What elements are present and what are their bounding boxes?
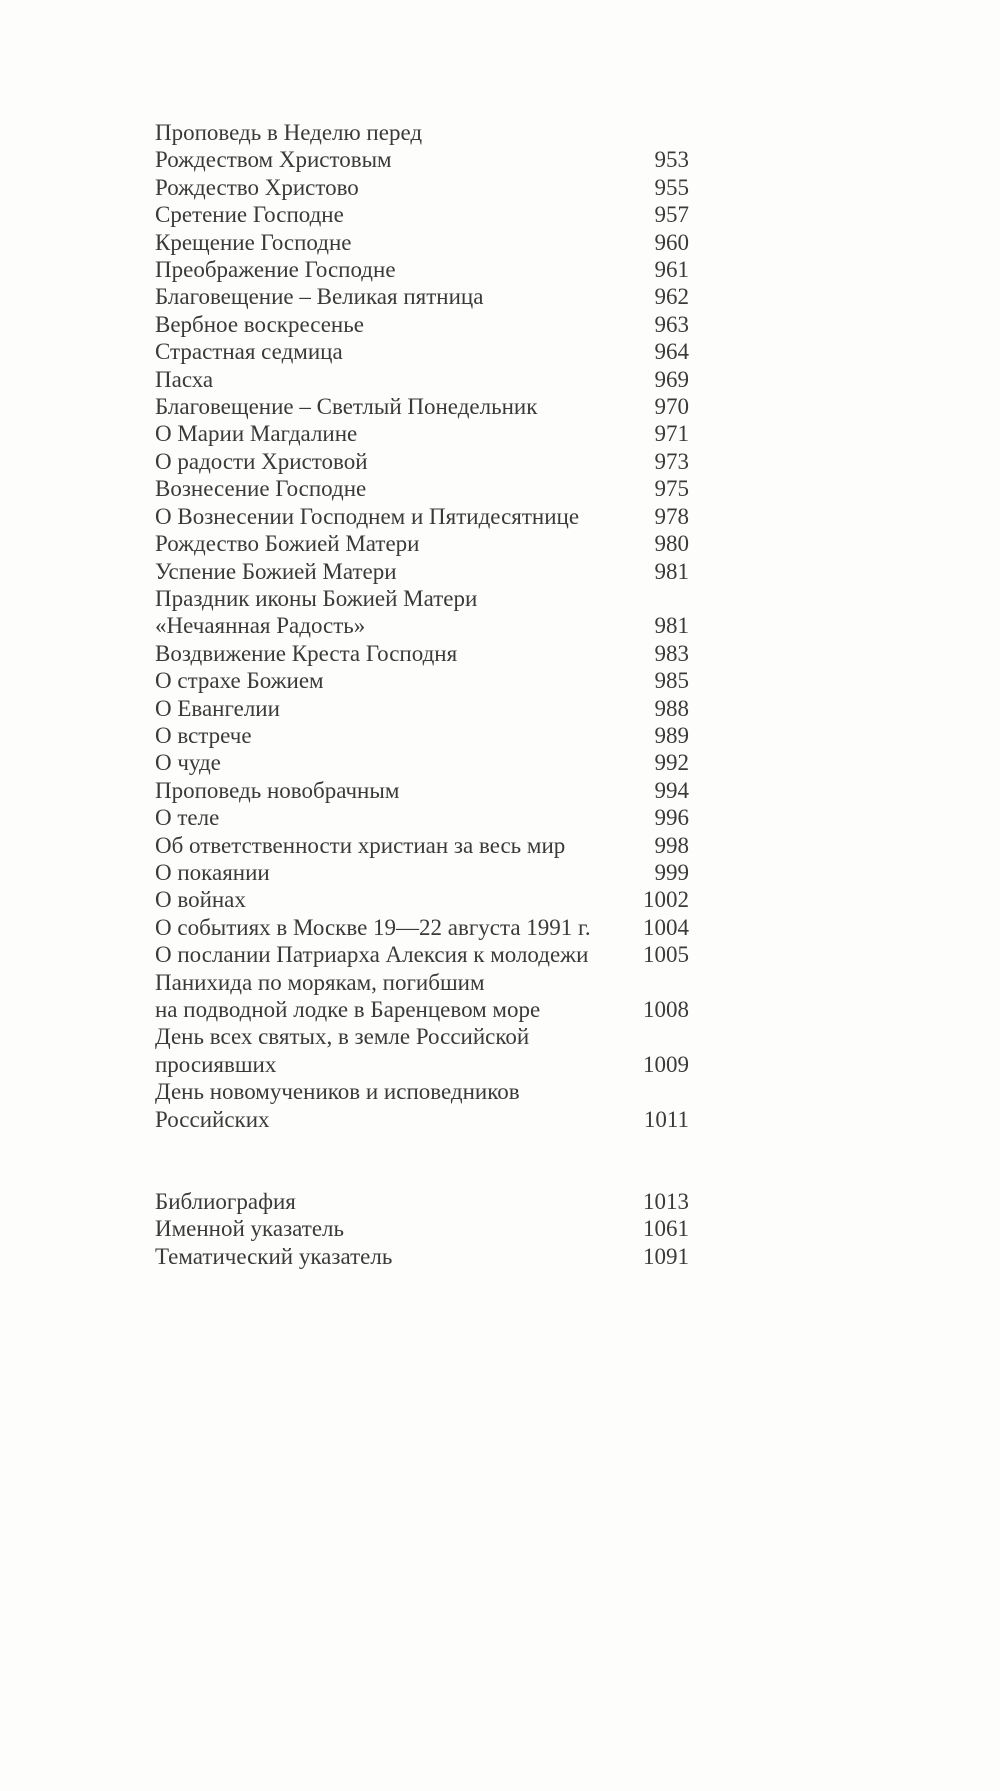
toc-title: Страстная седмица xyxy=(155,339,343,365)
toc-entry-line xyxy=(155,969,689,996)
toc-page-number: 1004 xyxy=(643,914,689,940)
toc-entry-line xyxy=(155,448,689,475)
toc-entry-line xyxy=(155,667,689,694)
toc-title: Вознесение Господне xyxy=(155,476,367,502)
toc-title: Успение Божией Матери xyxy=(155,558,397,584)
toc-entry-line xyxy=(155,420,689,447)
toc-page-number: 983 xyxy=(654,640,689,666)
toc-entry-line xyxy=(155,530,689,557)
toc-entry-line xyxy=(155,640,689,667)
toc-page-number: 970 xyxy=(654,394,689,420)
toc-entry-line xyxy=(155,777,689,804)
toc-page-number: 963 xyxy=(654,311,689,337)
toc-entry-line xyxy=(155,612,689,639)
toc-entry-line xyxy=(155,475,689,502)
toc-entry-line xyxy=(155,1188,689,1215)
toc-title: Праздник иконы Божией Матери xyxy=(155,585,478,611)
toc-entry-line xyxy=(155,585,689,612)
toc-title: Благовещение – Светлый Понедельник xyxy=(155,394,538,420)
toc-entry-line xyxy=(155,996,689,1023)
toc-page-number: 989 xyxy=(654,722,689,748)
toc-title: О Вознесении Господнем и Пятидесятнице xyxy=(155,503,580,529)
toc-entry-line xyxy=(155,366,689,393)
toc-title: О Евангелии xyxy=(155,695,280,721)
toc-title: Пасха xyxy=(155,366,214,392)
toc-entry-line xyxy=(155,914,689,941)
toc-title: О страхе Божием xyxy=(155,668,324,694)
toc-title: Сретение Господне xyxy=(155,202,344,228)
toc-title: Российских xyxy=(155,1106,270,1132)
toc-page-number: 971 xyxy=(654,421,689,447)
toc-title: Рождество Христово xyxy=(155,174,359,200)
toc-entry-line xyxy=(155,886,689,913)
toc-page-number: 1005 xyxy=(643,942,689,968)
toc-page-number: 994 xyxy=(654,777,689,803)
toc-entry-line xyxy=(155,311,689,338)
toc-title: О встрече xyxy=(155,722,252,748)
toc-title: Именной указатель xyxy=(155,1216,345,1242)
toc-entry-line xyxy=(155,229,689,256)
toc-title: О Марии Магдалине xyxy=(155,421,358,447)
toc-title: Рождеством Христовым xyxy=(155,147,392,173)
toc-title: Панихида по морякам, погибшим xyxy=(155,969,485,995)
toc-entry-line xyxy=(155,393,689,420)
toc-entry-line xyxy=(155,1023,689,1050)
toc-title: О войнах xyxy=(155,887,246,913)
toc-title: День новомучеников и исповедников xyxy=(155,1079,520,1105)
toc-page-number: 1009 xyxy=(643,1051,689,1077)
toc-title: Библиография xyxy=(155,1189,296,1215)
toc-entry-line xyxy=(155,201,689,228)
toc-section-back-matter xyxy=(155,1188,689,1270)
toc-entry-line xyxy=(155,174,689,201)
toc-page-number: 973 xyxy=(654,448,689,474)
toc-title: О теле xyxy=(155,805,220,831)
toc-title: Крещение Господне xyxy=(155,229,352,255)
toc-page-number: 955 xyxy=(654,174,689,200)
toc-page-number: 953 xyxy=(654,147,689,173)
toc-page-number: 1013 xyxy=(643,1189,689,1215)
toc-entry-line xyxy=(155,256,689,283)
toc-title: Тематический указатель xyxy=(155,1243,393,1269)
toc-page-number: 1091 xyxy=(643,1243,689,1269)
toc-page-number: 996 xyxy=(654,805,689,831)
toc-entry-line xyxy=(155,832,689,859)
toc-title: О чуде xyxy=(155,750,221,776)
toc-entry-line xyxy=(155,283,689,310)
toc-entry-line xyxy=(155,804,689,831)
toc-entry-line xyxy=(155,859,689,886)
toc-title: О событиях в Москве 19—22 августа 1991 г. xyxy=(155,914,591,940)
toc-page-number: 988 xyxy=(654,695,689,721)
toc-page-number: 981 xyxy=(654,558,689,584)
toc-title: О радости Христовой xyxy=(155,448,368,474)
toc-entry-line xyxy=(155,503,689,530)
toc-title: Благовещение – Великая пятница xyxy=(155,284,484,310)
toc-entry-line xyxy=(155,695,689,722)
toc-entry-line xyxy=(155,749,689,776)
toc-entry-line xyxy=(155,941,689,968)
toc-title: «Нечаянная Радость» xyxy=(155,613,366,639)
toc-page-number: 992 xyxy=(654,750,689,776)
toc-entry-line xyxy=(155,119,689,146)
toc-entry-line xyxy=(155,1243,689,1270)
toc-title: Проповедь новобрачным xyxy=(155,777,400,803)
toc-page-number: 962 xyxy=(654,284,689,310)
toc-page-number: 964 xyxy=(654,339,689,365)
toc-page-number: 980 xyxy=(654,531,689,557)
toc-title: Вербное воскресенье xyxy=(155,311,364,337)
toc-page-number: 998 xyxy=(654,832,689,858)
toc-entry-line xyxy=(155,338,689,365)
toc-title: Воздвижение Креста Господня xyxy=(155,640,458,666)
toc-entry-line xyxy=(155,1051,689,1078)
toc-title: Рождество Божией Матери xyxy=(155,531,420,557)
toc-title: Об ответственности христиан за весь мир xyxy=(155,832,566,858)
toc-page-number: 1002 xyxy=(643,887,689,913)
toc-title: Преображение Господне xyxy=(155,257,396,283)
toc-page-number: 960 xyxy=(654,229,689,255)
toc-page-number: 957 xyxy=(654,202,689,228)
toc-title: просиявших xyxy=(155,1051,277,1077)
toc-page-number: 1061 xyxy=(643,1216,689,1242)
toc-entry-line xyxy=(155,1078,689,1105)
toc-entry-line xyxy=(155,1215,689,1242)
toc-page-number: 978 xyxy=(654,503,689,529)
toc-title: День всех святых, в земле Российской xyxy=(155,1024,530,1050)
toc-entry-line xyxy=(155,558,689,585)
toc-title: на подводной лодке в Баренцевом море xyxy=(155,997,541,1022)
toc-entry-line xyxy=(155,146,689,173)
toc-title: О покаянии xyxy=(155,859,270,885)
toc-page-number: 961 xyxy=(654,257,689,283)
toc-page-number: 999 xyxy=(654,859,689,885)
toc-page-number: 969 xyxy=(654,366,689,392)
toc-page-number: 985 xyxy=(654,668,689,694)
toc-page-number: 1011 xyxy=(643,1106,689,1132)
toc-entry-line xyxy=(155,1106,689,1133)
toc-page-number: 975 xyxy=(654,476,689,502)
toc-page-number: 1008 xyxy=(643,997,689,1022)
toc-title: Проповедь в Неделю перед xyxy=(155,120,423,145)
toc-page-number: 981 xyxy=(654,613,689,639)
toc-entry-line xyxy=(155,722,689,749)
toc xyxy=(155,119,689,1270)
toc-title: О послании Патриарха Алексия к молодежи xyxy=(155,942,589,968)
toc-section-chapters xyxy=(155,119,689,1133)
